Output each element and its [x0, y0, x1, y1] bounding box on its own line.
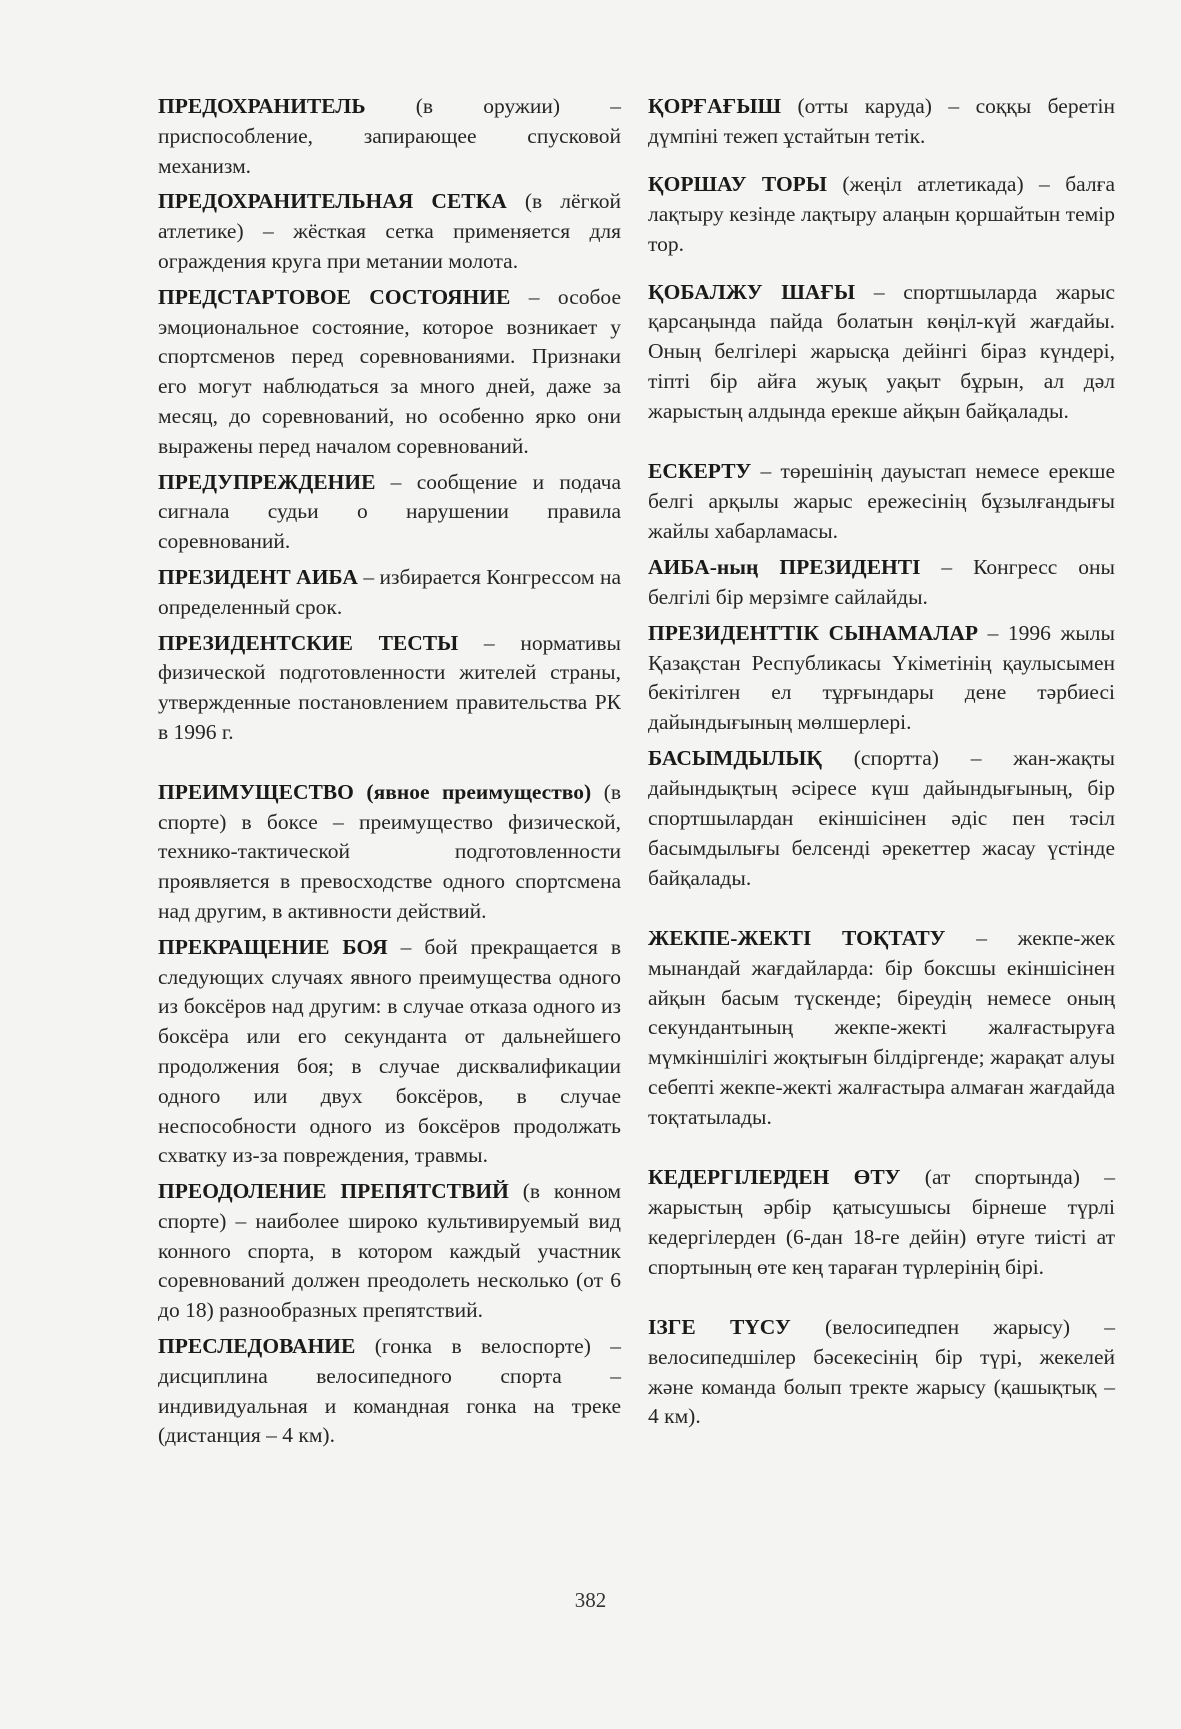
entry-definition: – нормативы физической подготовленности жителей страны, утвержденные постановлением правительства РК в 1996 г. [158, 630, 621, 744]
entry-term: ПРЕДУПРЕЖДЕНИЕ [158, 469, 376, 494]
entry-definition: (в конном спорте) – наиболее широко культивируемый вид конного спорта, в котором каждый участник соревнований должен преодолеть несколько (от 6 до 18) разнообразных препятствий. [158, 1179, 621, 1323]
entry-definition: (жеңіл атлетикада) – балға лақтыру кезінде лақтыру алаңын қоршайтын темір тор. [648, 171, 1115, 256]
entry-term: ЕСКЕРТУ [648, 459, 752, 484]
entry [158, 187, 621, 276]
entry-term: ПРЕДОХРАНИТЕЛЬ [158, 94, 366, 118]
entry [648, 1313, 1115, 1433]
entry-definition: (ат спортында) – жарыстың әрбір қатысушысы бірнеше түрлі кедергілерден (6-дан 18-ге дейін) өтуге тиісті ат спортының өте кең тараған түрлерінің бірі. [648, 1165, 1115, 1279]
entry-term: ҚОРҒАҒЫШ [648, 94, 782, 118]
entry-definition: – спортшыларда жарыс қарсаңында пайда болатын көңіл-күй жағдайы. Оның белгілері жарысқа дейінгі біраз күндері, тіпті бір айға жуық уақыт бұрын, ал дәл жарыстың алдында ерекше айқын байқалады. [648, 279, 1115, 424]
entry-definition: – төрешінің дауыстап немесе ерекше белгі арқылы жарыс ережесінің бұзылғандығы жайлы хабарламасы. [648, 459, 1115, 543]
entry [158, 92, 621, 181]
entry-term: ПРЕОДОЛЕНИЕ ПРЕПЯТСТВИЙ [158, 1179, 509, 1204]
entry-term: БАСЫМДЫЛЫҚ [648, 746, 822, 771]
entry [648, 92, 1115, 152]
entry-term: ҚОБАЛЖУ ШАҒЫ [648, 279, 856, 304]
entry-definition: (в оружии) – приспособление, запирающее спусковой механизм. [158, 94, 621, 178]
entry-definition: (в спорте) в боксе – преимущество физической, технико-тактической подготовленности проявляется в превосходстве одного спортсмена над другим, в активности действий. [158, 779, 622, 923]
entry-term: ПРЕЗИДЕНТ АИБА [158, 564, 358, 589]
entry-term: ПРЕЗИДЕНТСКИЕ ТЕСТЫ [158, 630, 459, 655]
page-number: 382 [574, 1588, 607, 1612]
entry-definition: (отты каруда) – соққы беретін дүмпіні тежеп ұстайтын тетік. [648, 94, 1115, 148]
entry-term: КЕДЕРГІЛЕРДЕН ӨТУ [648, 1165, 901, 1190]
entry [158, 1177, 621, 1326]
entry-term: ІЗГЕ ТҮСУ [648, 1314, 791, 1339]
entry-definition: – избирается Конгрессом на определенный срок. [158, 564, 621, 619]
entry [158, 1332, 621, 1451]
right-column [648, 92, 1115, 1438]
entry [648, 170, 1115, 260]
entry-definition: – особое эмоциональное состояние, которое возникает у спортсменов перед соревнованиями. Признаки его могут наблюдаться за много дней, даже за месяц, до соревнований, но особенно ярко они выражены перед началом соревнований. [158, 284, 621, 458]
entry [648, 619, 1115, 739]
entry-definition: – жекпе-жек мынандай жағдайларда: бір боксшы екіншісінен айқын басым түскенде; біреудің немесе оның секундантының жекпе-жекті жалғастыруға мүмкіншілігі жоқтығын білдіргенде; жарақат алуы себепті жекпе-жекті жалғастыра алмаған жағдайда тоқтатылады. [648, 925, 1116, 1130]
entry [158, 933, 621, 1171]
entry-term: ПРЕКРАЩЕНИЕ БОЯ [158, 934, 388, 959]
left-column [158, 92, 621, 1457]
entry-definition: (в лёгкой атлетике) – жёсткая сетка применяется для ограждения круга при метании молота. [158, 189, 621, 273]
entry-term: ҚОРШАУ ТОРЫ [648, 171, 827, 196]
entry-definition: (велосипедпен жарысу) – велосипедшілер бәсекесінің бір түрі, жекелей және команда болып тректе жарысу (қашықтық – 4 км). [648, 1314, 1115, 1429]
entry-definition: – бой прекращается в следующих случаях явного преимущества одного из боксёров над другим: в случае отказа одного из боксёра или его секунданта от дальнейшего продолжения боя; в случае дисквалификации одного или двух боксёров, в случае неспособности одного из боксёров продолжать схватку из-за повреждения, травмы. [158, 934, 621, 1168]
entry-term: ПРЕИМУЩЕСТВО (явное преимущество) [158, 779, 592, 804]
entry-definition: – сообщение и подача сигнала судьи о нарушении правила соревнований. [158, 469, 621, 554]
entry [648, 278, 1115, 428]
entry [648, 1163, 1115, 1283]
entry [158, 283, 621, 462]
entry [648, 553, 1115, 613]
entry-term: ЖЕКПЕ-ЖЕКТІ ТОҚТАТУ [648, 925, 946, 950]
entry-term: ПРЕСЛЕДОВАНИЕ [158, 1334, 356, 1359]
entry-term: ПРЕЗИДЕНТТІК СЫНАМАЛАР [648, 620, 978, 645]
entry [158, 629, 621, 748]
entry-definition: – 1996 жылы Қазақстан Республикасы Үкіметінің қаулысымен бекітілген ел тұрғындары дене тәрбиесі дайындығының мөлшерлері. [648, 620, 1115, 735]
entry [648, 744, 1115, 894]
entry [158, 563, 621, 623]
entry-term: ПРЕДОХРАНИТЕЛЬНАЯ СЕТКА [158, 189, 507, 214]
entry-term: АИБА-ның ПРЕЗИДЕНТІ [648, 554, 921, 579]
entry-definition: (гонка в велоспорте) – дисциплина велосипедного спорта – индивидуальная и командная гонка на треке (дистанция – 4 км). [158, 1334, 621, 1448]
entry [158, 778, 621, 927]
entry-term: ПРЕДСТАРТОВОЕ СОСТОЯНИЕ [158, 284, 511, 309]
entry [648, 457, 1115, 547]
entry-definition: – Конгресс оны белгілі бір мерзімге сайлайды. [648, 554, 1115, 609]
entry [158, 468, 621, 557]
entry-definition: (спортта) – жан-жақты дайындықтың әсіресе күш дайындығының, бір спортшылардан екіншісінен әдіс пен тәсіл басымдылығы белсенді әрекеттер жасау үстінде байқалады. [648, 746, 1115, 890]
entry [648, 924, 1115, 1133]
